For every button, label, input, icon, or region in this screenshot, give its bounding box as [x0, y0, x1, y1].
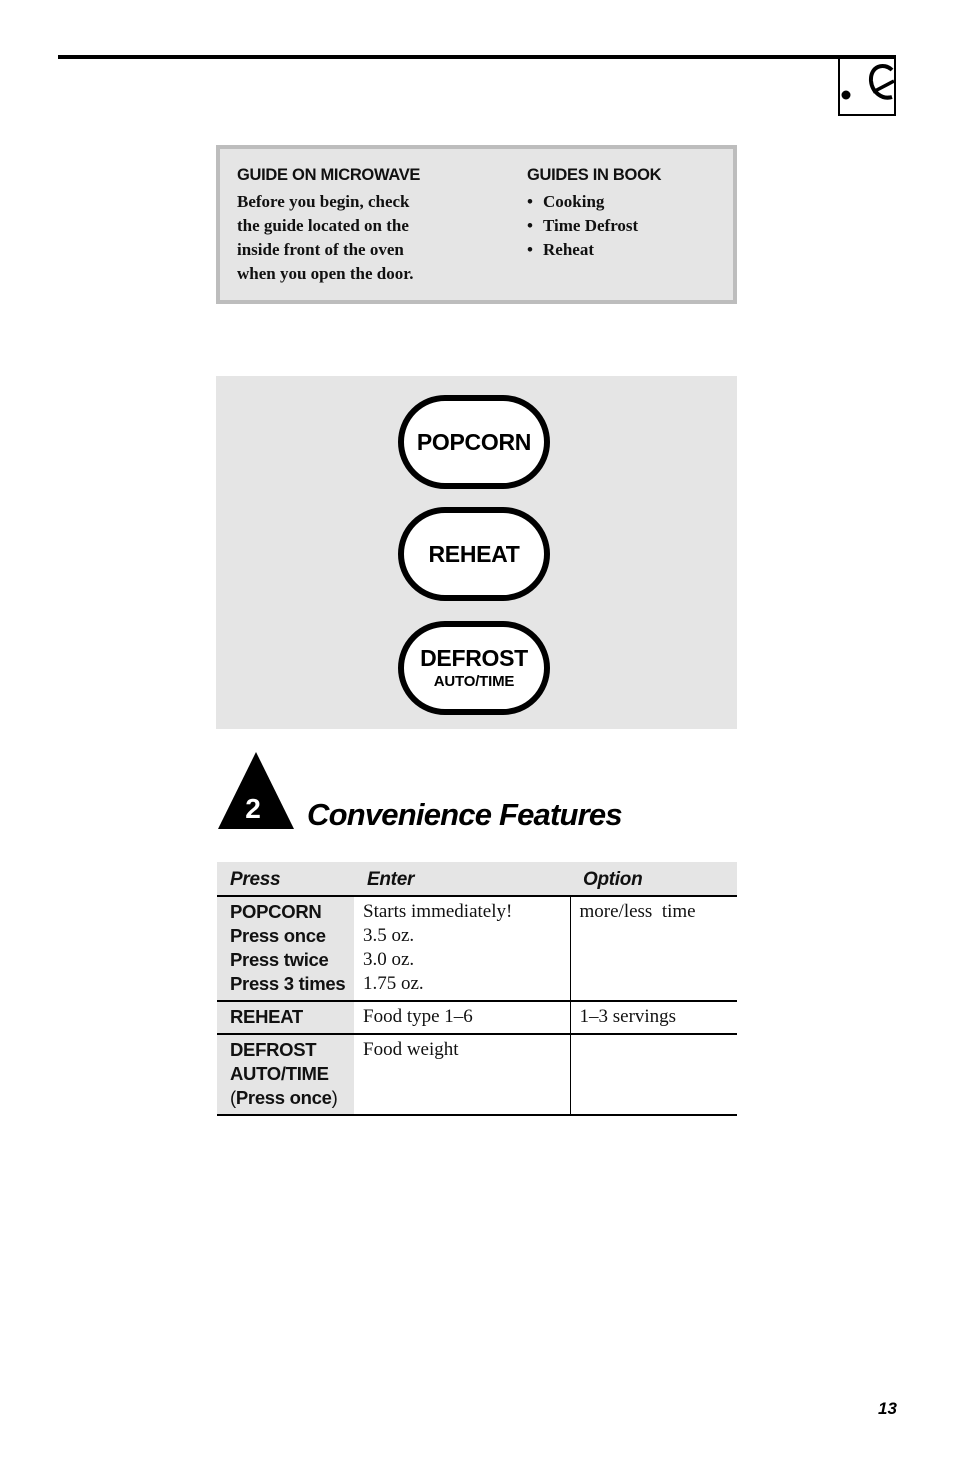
- enter-cell: Starts immediately! 3.5 oz. 3.0 oz. 1.75 oz.: [363, 901, 513, 994]
- table-row: [217, 1001, 737, 1034]
- defrost-button[interactable]: [398, 621, 550, 715]
- header-logo-box: [838, 57, 896, 116]
- list-item: • Cooking: [527, 192, 605, 211]
- features-table: [217, 862, 737, 1116]
- page-number: 13: [878, 1399, 897, 1418]
- column-header-press: Press: [217, 862, 354, 896]
- list-item: • Reheat: [527, 240, 594, 259]
- guide-text-line: Before you begin, check: [237, 192, 410, 211]
- popcorn-button-label: POPCORN: [416, 429, 532, 455]
- guides-in-book-heading: GUIDES IN BOOK: [527, 166, 662, 184]
- guide-on-microwave-text: [237, 190, 507, 286]
- reheat-button-label: REHEAT: [428, 541, 520, 567]
- enter-cell: Food type 1–6: [363, 1006, 473, 1027]
- option-cell: more/less time: [570, 896, 737, 1001]
- column-header-enter: Enter: [354, 862, 570, 896]
- press-cell: REHEAT: [217, 1001, 354, 1034]
- guide-info-box: [216, 145, 737, 304]
- top-rule: [58, 55, 896, 59]
- guide-on-microwave-heading: GUIDE ON MICROWAVE: [237, 166, 421, 184]
- option-cell: 1–3 servings: [570, 1001, 737, 1034]
- list-item: • Time Defrost: [527, 216, 639, 235]
- defrost-button-label: DEFROST: [420, 645, 528, 671]
- section-number-icon: [217, 750, 295, 830]
- table-header-row: [217, 862, 737, 896]
- timer-icon: [840, 57, 896, 114]
- press-cell: DEFROST AUTO/TIME (Press once): [217, 1034, 354, 1115]
- control-pad-illustration: [216, 376, 737, 729]
- guide-on-microwave: [237, 164, 507, 286]
- guides-in-book: [527, 164, 727, 262]
- option-cell: [570, 1034, 737, 1115]
- popcorn-button[interactable]: [398, 395, 550, 489]
- guide-text-line: the guide located on the: [237, 216, 409, 235]
- press-cell: POPCORN Press once Press twice Press 3 times: [217, 896, 354, 1001]
- defrost-button-sublabel: AUTO/TIME: [433, 673, 515, 690]
- column-header-option: Option: [570, 862, 737, 896]
- enter-cell: Food weight: [363, 1039, 459, 1060]
- table-row: [217, 1034, 737, 1115]
- guide-text-line: when you open the door.: [237, 264, 414, 283]
- reheat-button[interactable]: [398, 507, 550, 601]
- guide-text-line: inside front of the oven: [237, 240, 404, 259]
- table-row: [217, 896, 737, 1001]
- section-title: Convenience Features: [307, 797, 622, 832]
- guides-in-book-list: [527, 190, 727, 262]
- section-number: 2: [245, 793, 261, 824]
